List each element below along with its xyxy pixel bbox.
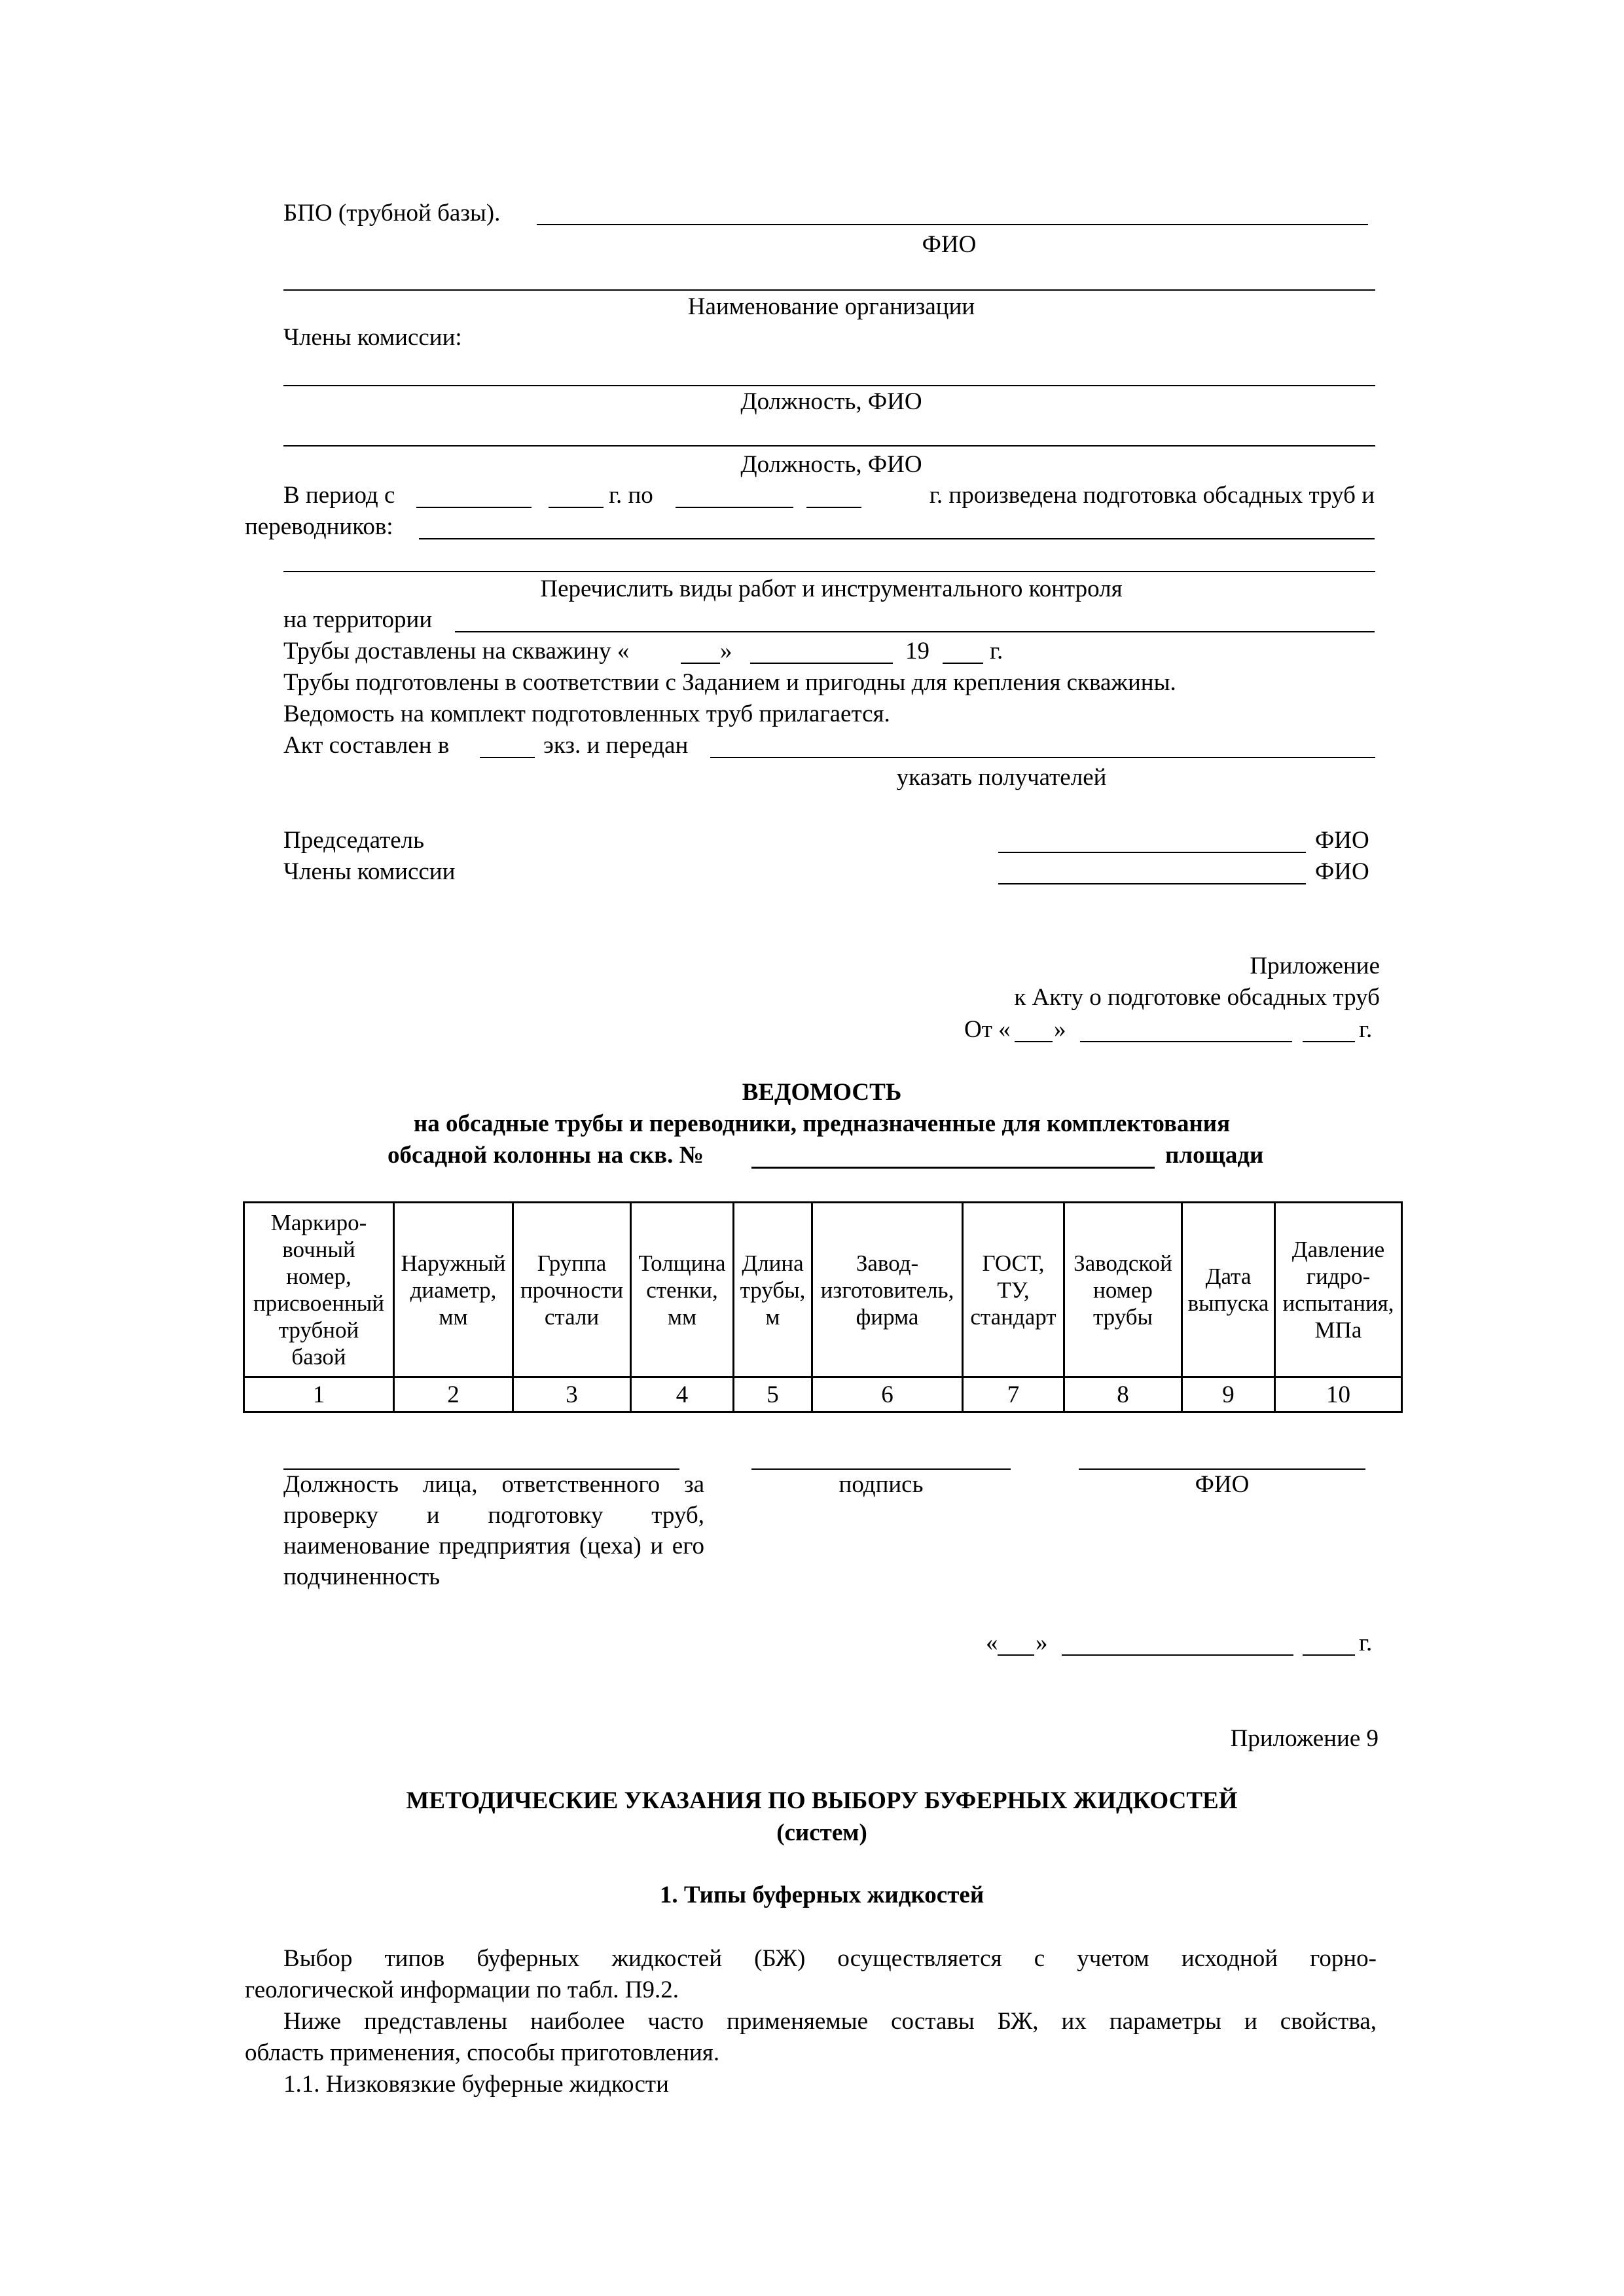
column-number: 2 [394,1377,513,1412]
paragraph-1-line-1: Выбор типов буферных жидкостей (БЖ) осуществляется с учетом исходной горно- [283,1945,1377,1972]
statement-attached-text: Ведомость на комплект подготовленных труб прилагается. [283,701,890,727]
header-steel-grade: Группа прочности стали [513,1203,631,1377]
header-marking-number: Маркиро- вочный номер, присвоенный трубной базой [244,1203,394,1377]
members-signature-blank[interactable] [998,883,1306,884]
period-text-3: г. произведена подготовка обсадных труб и [929,482,1375,509]
statement-subtitle-2b: площади [1165,1142,1264,1169]
works-blank-line[interactable] [283,571,1375,572]
organization-blank-line[interactable] [283,289,1375,291]
appendix-to-act: к Акту о подготовке обсадных труб [1014,984,1380,1011]
period-from-year-blank[interactable] [549,507,604,508]
appendix-9-label: Приложение 9 [1230,1725,1379,1752]
appendix-from-text-1: От « [964,1016,1011,1043]
period-to-date-blank[interactable] [676,507,793,508]
appendix-from-g: г. [1359,1016,1373,1043]
delivered-month-blank[interactable] [750,663,893,664]
date-day-blank[interactable] [998,1654,1034,1656]
column-number: 8 [1064,1377,1182,1412]
delivered-text-1: Трубы доставлены на скважину « [283,638,630,665]
delivered-text-2: » [720,638,732,665]
header-wall-thickness: Толщина стенки, мм [631,1203,734,1377]
territory-blank-line[interactable] [455,631,1375,632]
header-outer-diameter: Наружный диаметр, мм [394,1203,513,1377]
chairman-signature-blank[interactable] [998,852,1306,853]
act-copies-text-1: Акт составлен в [283,732,450,759]
section-9-title: МЕТОДИЧЕСКИЕ УКАЗАНИЯ ПО ВЫБОРУ БУФЕРНЫХ ЖИДКОСТЕЙ [406,1787,1238,1814]
act-recipients-blank-line[interactable] [710,757,1375,758]
post-description: Должность лица, ответственного за проверку и подготовку труб, наименование предприятия (цеха) и его подчиненность [283,1471,704,1590]
header-test-pressure: Давление гидро- испытания, МПа [1275,1203,1402,1377]
fio-caption: ФИО [1195,1471,1250,1498]
paragraph-2-line-2: область применения, способы приготовления. [245,2039,720,2066]
adapters-blank-line[interactable] [419,538,1375,539]
pipes-statement-table [243,1201,1403,1413]
section-heading-1: 1. Типы буферных жидкостей [659,1882,984,1908]
caption-works: Перечислить виды работ и инструментального контроля [540,575,1123,602]
appendix-year-blank[interactable] [1303,1041,1355,1042]
signature-caption: подпись [839,1471,924,1498]
bpo-blank-line[interactable] [537,224,1368,225]
chairman-fio: ФИО [1315,827,1369,854]
column-number: 9 [1182,1377,1275,1412]
delivered-day-blank[interactable] [681,663,720,664]
period-from-date-blank[interactable] [416,507,532,508]
paragraph-1-line-2: геологической информации по табл. П9.2. [245,1977,679,2003]
item-1-1: 1.1. Низковязкие буферные жидкости [283,2071,669,2098]
appendix-day-blank[interactable] [1015,1041,1053,1042]
appendix-from-text-2: » [1054,1016,1066,1043]
appendix-title: Приложение [1250,953,1380,979]
adapters-label: переводников: [245,513,393,540]
column-number: 6 [812,1377,963,1412]
act-copies-count-blank[interactable] [480,757,535,758]
column-number: 4 [631,1377,734,1412]
caption-recipients: указать получателей [896,764,1107,791]
caption-post-fio-1: Должность, ФИО [740,388,922,415]
column-number: 5 [734,1377,812,1412]
caption-post-fio-2: Должность, ФИО [740,451,922,478]
statement-title: ВЕДОМОСТЬ [742,1079,902,1106]
statement-subtitle-1: на обсадные трубы и переводники, предназначенные для комплектования [413,1110,1231,1137]
header-manufacturer: Завод- изготовитель, фирма [812,1203,963,1377]
prepared-text: Трубы подготовлены в соответствии с Заданием и пригодны для крепления скважины. [283,669,1176,696]
statement-subtitle-2a: обсадной колонны на скв. № [388,1142,704,1169]
bpo-label: БПО (трубной базы). [283,200,501,227]
header-factory-number: Заводской номер трубы [1064,1203,1182,1377]
period-text-2: г. по [609,482,653,509]
period-to-year-blank[interactable] [806,507,861,508]
members-label: Члены комиссии [283,858,456,885]
column-number: 3 [513,1377,631,1412]
member-2-blank-line[interactable] [283,445,1375,446]
date-g: г. [1359,1630,1373,1656]
commission-members-label: Члены комиссии: [283,324,462,351]
column-number: 7 [963,1377,1064,1412]
section-9-title-2: (систем) [776,1819,867,1846]
paragraph-2-line-1: Ниже представлены наиболее часто применяемые составы БЖ, их параметры и свойства, [283,2008,1377,2035]
delivered-year-prefix: 19 [905,638,929,665]
date-text-1: « [986,1630,998,1656]
act-copies-text-2: экз. и передан [543,732,689,759]
delivered-year-blank[interactable] [943,663,983,664]
header-release-date: Дата выпуска [1182,1203,1275,1377]
date-text-2: » [1036,1630,1048,1656]
column-number: 1 [244,1377,394,1412]
header-pipe-length: Длина трубы, м [734,1203,812,1377]
caption-fio: ФИО [922,231,977,258]
header-standard: ГОСТ, ТУ, стандарт [963,1203,1064,1377]
date-year-blank[interactable] [1303,1654,1355,1656]
caption-organization: Наименование организации [687,293,975,320]
column-number: 10 [1275,1377,1402,1412]
well-number-blank[interactable] [751,1167,1155,1169]
delivered-year-g: г. [990,638,1003,665]
date-month-blank[interactable] [1062,1654,1293,1656]
territory-label: на территории [283,606,433,633]
appendix-month-blank[interactable] [1080,1041,1292,1042]
chairman-label: Председатель [283,827,425,854]
members-fio: ФИО [1315,858,1369,885]
period-text-1: В период с [283,482,395,509]
